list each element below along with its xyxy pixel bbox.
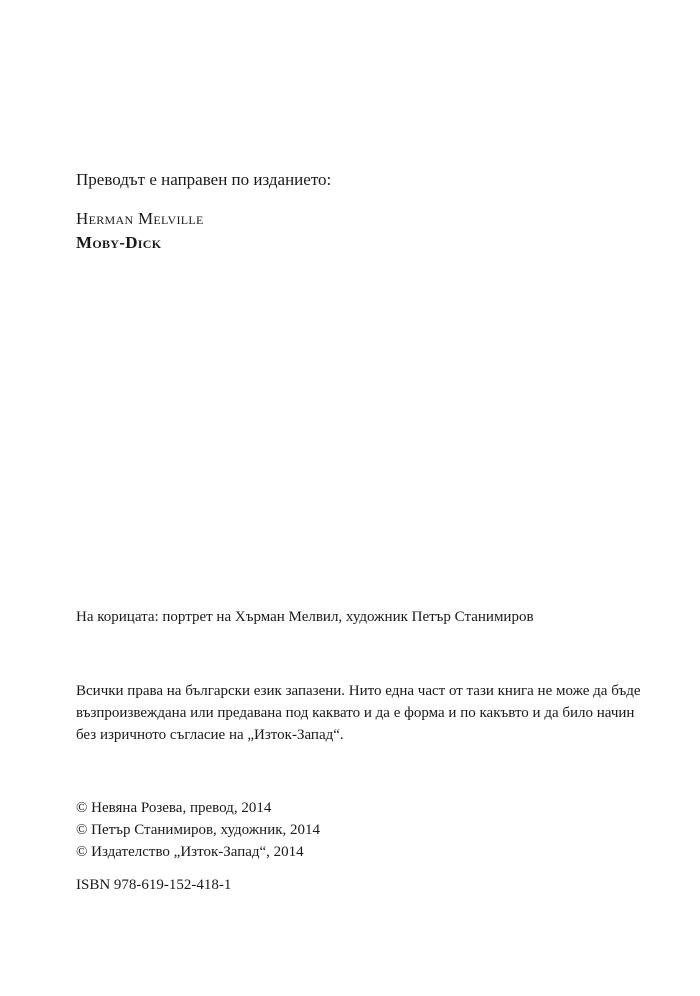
rights-notice-line: Всички права на български език запазени. Нито една част от тази книга не може да бъде	[76, 683, 641, 699]
copyright-artist: © Петър Станимиров, художник, 2014	[76, 822, 321, 838]
original-author: Herman Melville	[76, 209, 204, 228]
rights-notice	[76, 680, 641, 746]
copyright-translation: © Невяна Розева, превод, 2014	[76, 800, 272, 816]
copyright-publisher: © Издателство „Изток-Запад“, 2014	[76, 844, 304, 860]
rights-notice-line: възпроизвеждана или предавана под каквато и да е форма и по какъвто и да било начин	[76, 705, 635, 721]
original-title: Moby-Dick	[76, 233, 162, 252]
cover-credit: На корицата: портрет на Хърман Мелвил, художник Петър Станимиров	[76, 609, 534, 625]
translation-source-intro: Преводът е направен по изданието:	[76, 170, 332, 189]
copyright-list	[76, 797, 320, 863]
rights-notice-line: без изричното съгласие на „Изток-Запад“.	[76, 727, 344, 743]
isbn: ISBN 978-619-152-418-1	[76, 877, 232, 893]
